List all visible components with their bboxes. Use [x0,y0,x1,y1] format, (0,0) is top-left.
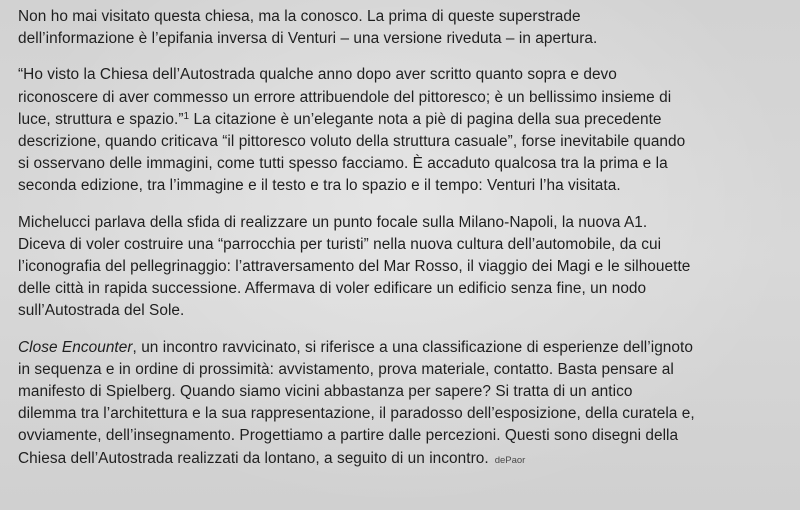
paragraph-line [18,337,790,359]
paragraph-line: riconoscere di aver commesso un errore attribuendole del pittoresco; è un bellissimo insieme di [18,88,672,106]
author-signature: dePaor [494,454,526,466]
close-encounter-text: , un incontro ravvicinato, si riferisce a una classificazione di esperienze dell’ignoto [132,338,693,356]
paragraph-spacer [18,50,790,64]
paragraph-quote [18,64,790,197]
paragraph-line: in sequenza e in ordine di prossimità: avvistamento, prova materiale, contatto. Basta pensare al [18,360,674,378]
paragraph-spacer [18,323,790,337]
closing-text: Chiesa dell’Autostrada realizzati da lontano, a seguito di un incontro. [18,449,489,467]
paragraph-line: “Ho visto la Chiesa dell’Autostrada qualche anno dopo aver scritto quanto sopra e devo [18,66,617,84]
paragraph-line: descrizione, quando criticava “il pittoresco voluto della struttura casuale”, forse inevitabile quando [18,133,686,151]
paragraph-line: Diceva di voler costruire una “parrocchia per turisti” nella nuova cultura dell’automobile, da cui [18,235,662,253]
quote-continuation-text: La citazione è un’elegante nota a piè di pagina della sua precedente [189,110,662,128]
paragraph-line: l’iconografia del pellegrinaggio: l’attraversamento del Mar Rosso, il viaggio dei Magi e le silhouette [18,258,691,276]
paragraph-line: ovviamente, dell’insegnamento. Progettiamo a partire dalle percezioni. Questi sono disegni della [18,427,679,445]
paragraph-line: sull’Autostrada del Sole. [18,302,185,320]
paragraph-line: Non ho mai visitato questa chiesa, ma la conosco. La prima di queste superstrade [18,8,581,25]
paragraph-line: manifesto di Spielberg. Quando siamo vicini abbastanza per sapere? Si tratta di un antico [18,383,633,401]
paragraph-line: seconda edizione, tra l’immagine e il testo e tra lo spazio e il tempo: Venturi l’ha visitata. [18,177,621,195]
paragraph-intro [18,6,790,50]
paragraph-michelucci [18,212,790,323]
paragraph-spacer [18,198,790,212]
quote-end-text: luce, struttura e spazio.” [18,110,184,128]
paragraph-close-encounter [18,337,790,472]
paragraph-line: Michelucci parlava della sfida di realizzare un punto focale sulla Milano-Napoli, la nuova A1. [18,213,648,231]
footnote-marker: 1 [183,110,190,122]
paragraph-line: si osservano delle immagini, come tutti spesso facciamo. È accaduto qualcosa tra la prima e la [18,155,668,173]
paragraph-line: delle città in rapida successione. Affermava di voler edificare un edificio senza fine, un nodo [18,280,647,298]
paragraph-line: dell’informazione è l’epifania inversa di Venturi – una versione riveduta – in apertura. [18,30,598,48]
paragraph-line: dilemma tra l’architettura e la sua rappresentazione, il paradosso dell’esposizione, della curatela e, [18,405,695,423]
close-encounter-title: Close Encounter [18,338,133,356]
paragraph-line [18,109,790,131]
paragraph-line [18,448,790,472]
